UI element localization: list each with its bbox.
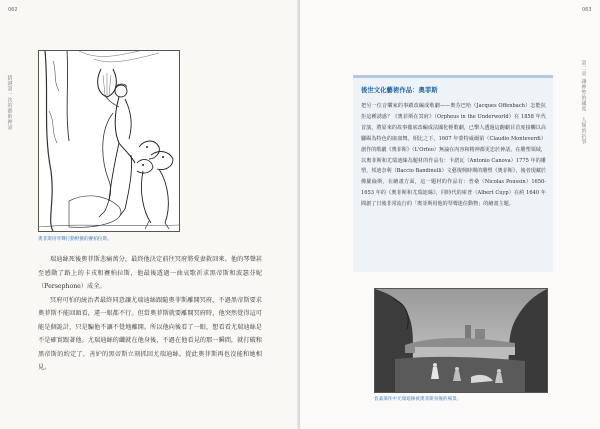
painting-caption: 普桑筆作中尤瑞迪絲被奧菲斯身後的場景。 xyxy=(374,397,462,402)
page-number-left: 062 xyxy=(8,7,18,13)
illustration-caption: 奧菲斯用琴聲打動野蠻的賽柏拉斯。 xyxy=(38,237,112,242)
sidebar-accent-bar xyxy=(353,75,553,78)
page-number-right: 063 xyxy=(582,7,592,13)
orpheus-cerberus-drawing xyxy=(38,50,180,232)
running-header-left: 猜謎第一次的藝術神話 xyxy=(6,75,13,130)
sidebar-box xyxy=(353,75,553,272)
sidebar-body: 把另一位音樂家的事蹟改編成歌劇——奧芬巴哈（Jacques Offenbach）怎能抗拒這種誘惑？《奧菲斯在冥府》（Orpheus in the Underworld）在 1858 年代首演，將原來的故事徹底改編成法國化輕歌劇，已擊人透過這齣劇目首度接觸以高腳踢為特色的康康舞。相比之下，1607 年蒙特威爾第（Claudio Monteverdi）創作的歌劇《奧菲斯》（L'Orfeo）無論在內容和精神都更忠於神話。在雕塑領域，以奧菲斯和尤瑞迪絲為題材的作品有：卡諾瓦（Antonio Canova）1775 年的雕塑，邦迪奈利（Baccio Bandinelli）文藝復興時期的雕塑《奧菲斯》，後者現藏於佛羅倫斯。在繪畫方面，這一題材的作品有：普桑（Nicolas Poussin）1650-1653 年的《奧菲斯和尤瑞迪絲》，同時代的庫普（Albert Cuyp）在約 1640 年間創了日後非常流行的「奧菲斯用他的琴聲迷住動物」的繪畫主題。 xyxy=(361,103,547,208)
painting-icon xyxy=(375,289,547,392)
poussin-landscape-painting xyxy=(374,288,548,393)
paragraph: 冥府可怕的統治者最終同意讓尤瑞迪絲跟隨奧菲斯離開冥府，不過黑帝斯要求奧菲斯不能回頭看，違一眼都不行。但當奧菲斯就要離開冥府時，他突然覺得這可能是個詭計，只是騙他不讓不覺地離開。所以他向後看了一眼，想看看尤瑞迪絲是不是確實跟著他。尤瑞迪絲的纖就在他身後，不過在他看見的那一瞬間，就打破和黑帝斯的約定了，善妒的黑帝斯立刻抓回尤瑞迪絲。從此奧菲斯再也沒能和她相見。 xyxy=(38,296,262,371)
sidebar-title: 後世文化藝術作品：奧菲斯 xyxy=(361,86,438,94)
paragraph: 瑞迪絲死後奧菲斯悲痛萬分，最終他決定前往冥府將愛妻救回來。他的琴聲甚至感動了路上的卡戎和賽柏拉斯，他最後透過一曲哀歌祈求黑帝斯和波瑟芬妮（Persephone）成全。 xyxy=(38,256,262,290)
running-header-right: 第二章 讓神聖的國度 人類的抗爭 xyxy=(580,60,587,145)
body-text xyxy=(38,253,262,375)
line-drawing-icon xyxy=(39,51,179,231)
